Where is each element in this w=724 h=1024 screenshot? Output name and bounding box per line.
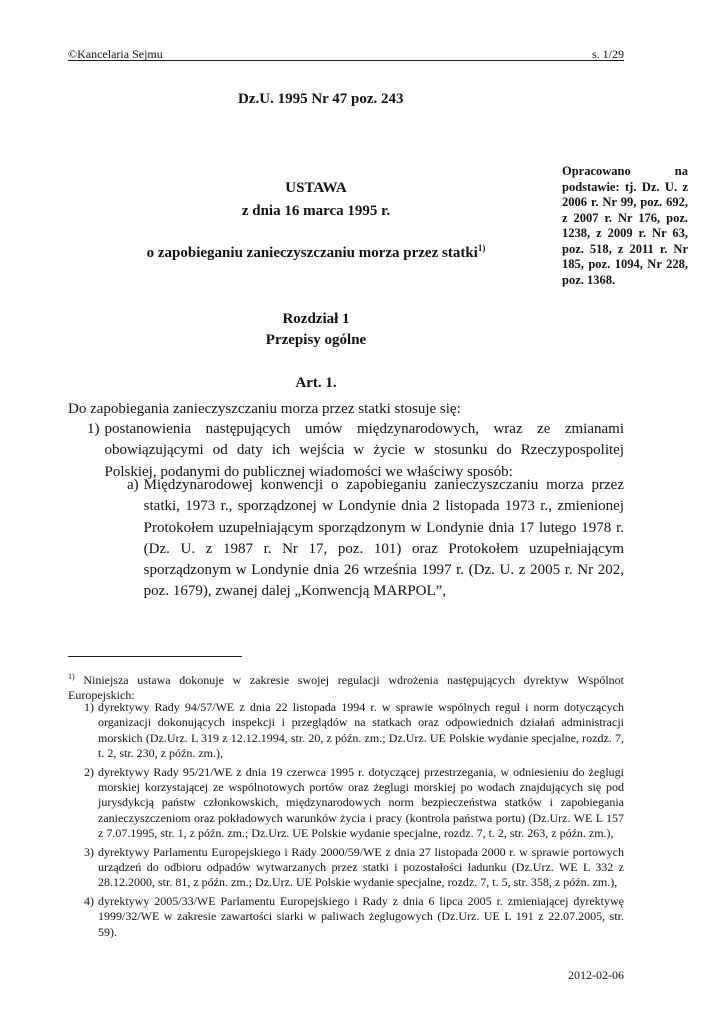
chapter-number: Rozdział 1 (282, 311, 350, 327)
footnote-item (84, 894, 624, 940)
act-type-heading: USTAWA (285, 180, 347, 196)
footnote-intro-text: Niniejsza ustawa dokonuje w zakresie swojej regulacji wdrożenia następujących dyrektyw Wspólnot Europejskich: (68, 673, 624, 703)
footer-date: 2012-02-06 (568, 968, 624, 982)
journal-reference: Dz.U. 1995 Nr 47 poz. 243 (238, 91, 404, 107)
point-text: postanowienia następujących umów międzynarodowych, wraz ze zmianami obowiązującymi od daty ich wejścia w życie w stosunku do Rzeczypospolitej Polskiej, podanymi do publicznej wiadomości we właściwy sposób: (104, 421, 624, 480)
subpoint-letter: a) (127, 477, 139, 493)
article-point-1a (127, 475, 624, 603)
act-title (96, 243, 536, 262)
footnote-item-number: 3) (84, 844, 94, 859)
footnote-separator (68, 656, 242, 657)
header-rule (68, 60, 624, 61)
chapter-title: Przepisy ogólne (265, 332, 367, 348)
footnote-item-number: 1) (84, 700, 94, 714)
article-point-1 (87, 419, 624, 483)
footnote-directive-list (84, 700, 624, 943)
act-date: z dnia 16 marca 1995 r. (241, 203, 391, 219)
act-title-text: o zapobieganiu zanieczyszczaniu morza przez statki (146, 245, 478, 261)
footnote-item-number: 4) (84, 893, 94, 908)
footnote-reference: 1) (477, 243, 486, 253)
header-page-number: s. 1/29 (591, 47, 624, 61)
footnote-marker: 1) (68, 672, 75, 681)
article-heading: Art. 1. (295, 375, 337, 391)
header-publisher: ©Kancelaria Sejmu (68, 47, 163, 61)
footnote-item (84, 700, 624, 762)
footnote-item-text: dyrektywy Parlamentu Europejskiego i Rady 2000/59/WE z dnia 27 listopada 2000 r. w sprawie portowych urządzeń do odbioru odpadów wytwarzanych przez statki i pozostałości ładunku (Dz.Urz. WE L 332 z 28.12.2000, str. 81, z późn. zm.; Dz.Urz. UE Polskie wydanie specjalne, rozdz. 7, t. 5, str. 358, z późn. zm.), (98, 844, 624, 890)
footnote-item-number: 2) (84, 764, 94, 779)
footnote-item-text: dyrektywy Rady 94/57/WE z dnia 22 listopada 1994 r. w sprawie wspólnych reguł i norm dotyczących organizacji dokonujących inspekcji i przeglądów na statkach oraz odpowiednich działań administracji morskich (Dz.Urz. L 319 z 12.12.1994, str. 20, z późn. zm.; Dz.Urz. UE Polskie wydanie specjalne, rozdz. 7, t. 2, str. 230, z późn. zm.), (98, 700, 624, 761)
article-intro: Do zapobiegania zanieczyszczaniu morza przez statki stosuje się: (68, 401, 461, 417)
point-number: 1) (87, 421, 100, 437)
footnote-item (84, 765, 624, 842)
footnote-item-text: dyrektywy 2005/33/WE Parlamentu Europejskiego i Rady z dnia 6 lipca 2005 r. zmieniającej dyrektywę 1999/32/WE w zakresie zawartości siarki w paliwach żeglugowych (Dz.Urz. UE L 191 z 22.07.2005, str. 59). (98, 893, 624, 939)
consolidation-note: Opracowano na podstawie: tj. Dz. U. z 2006 r. Nr 99, poz. 692, z 2007 r. Nr 176, poz. 1238, z 2009 r. Nr 63, poz. 518, z 2011 r. Nr 185, poz. 1094, Nr 228, poz. 1368. (562, 164, 688, 287)
footnote-intro (68, 669, 624, 704)
subpoint-text: Międzynarodowej konwencji o zapobieganiu zanieczyszczaniu morza przez statki, 1973 r., sporządzonej w Londynie dnia 2 listopada 1973 r., zmienionej Protokołem uzupełniającym sporządzonym w Londynie dnia 17 lutego 1978 r. (Dz. U. z 1987 r. Nr 17, poz. 101) oraz Protokołem uzupełniającym sporządzonym w Londynie dnia 26 września 1997 r. (Dz. U. z 2005 r. Nr 202, poz. 1679), zwanej dalej „Konwencją MARPOL”, (143, 477, 624, 600)
footnote-item (84, 845, 624, 891)
footnote-item-text: dyrektywy Rady 95/21/WE z dnia 19 czerwca 1995 r. dotyczącej przestrzegania, w odniesieniu do żeglugi morskiej korzystającej ze wspólnotowych portów oraz żeglugi morskiej po wodach znajdujących się pod jurysdykcją państw członkowskich, międzynarodowych norm bezpieczeństwa statków i zapobiegania zanieczyszczeniom oraz pokładowych warunków życia i pracy (kontrola państwa portu) (Dz.Urz. WE L 157 z 7.07.1995, str. 1, z późn. zm.; Dz.Urz. UE Polskie wydanie specjalne, rozdz. 7, t. 2, str. 263, z późn. zm.), (98, 764, 624, 841)
